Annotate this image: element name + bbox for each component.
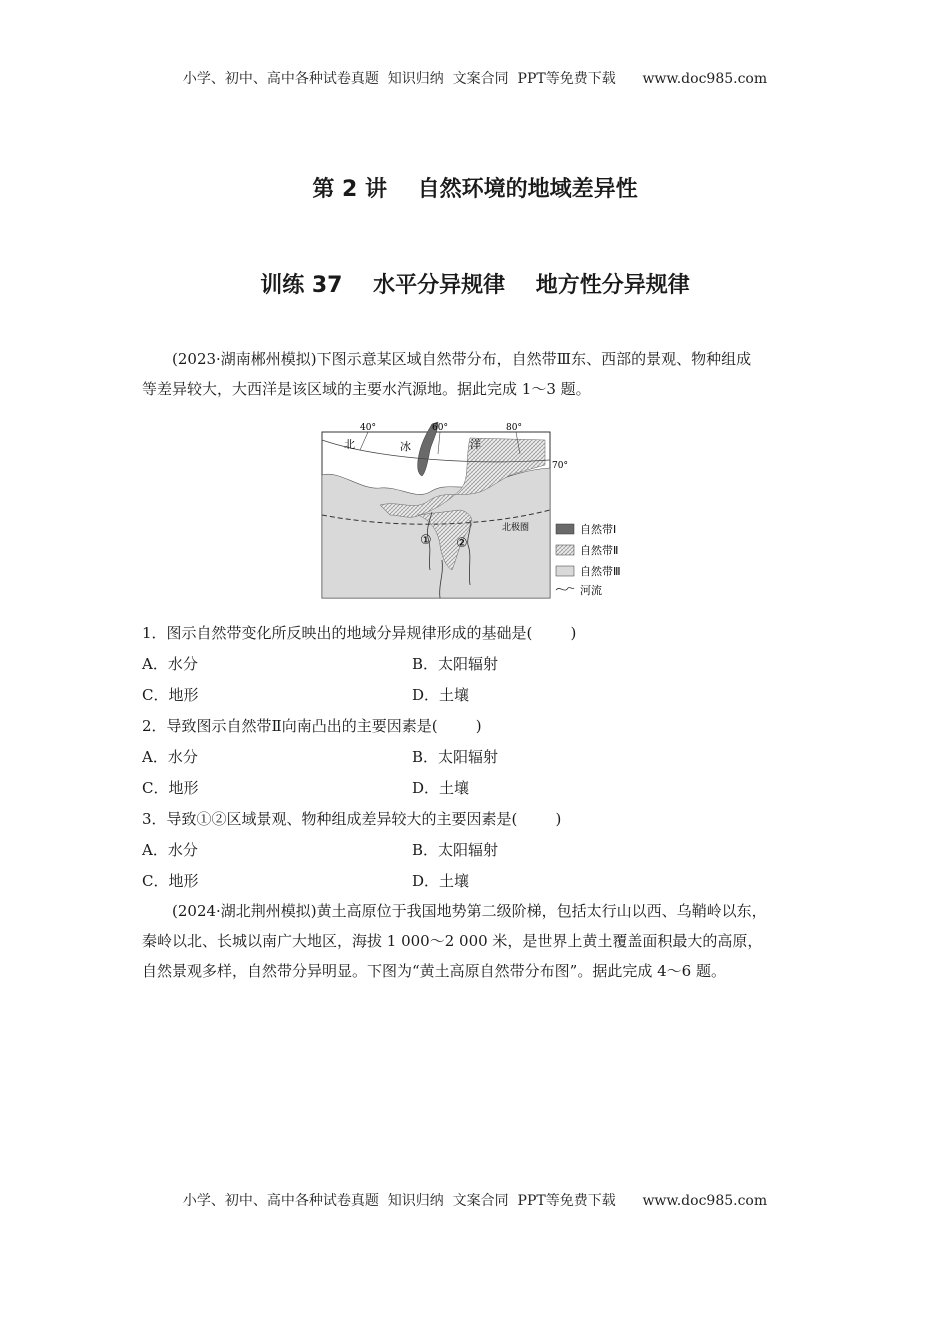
- intro1-line2: 等差异较大，大西洋是该区域的主要水汽源地。据此完成 1～3 题。: [142, 380, 591, 398]
- lat-label: 70°: [552, 461, 568, 471]
- q3-option-d: D．土壤: [412, 872, 470, 890]
- lon-label: 60°: [432, 423, 448, 433]
- q3-option-a: A．水分: [142, 841, 198, 859]
- q1-option-c: C．地形: [142, 686, 199, 704]
- marker-2: ②: [456, 536, 468, 551]
- intro2-line2: 秦岭以北、长城以南广大地区，海拔 1 000～2 000 米，是世界上黄土覆盖面积最大的高原，: [142, 932, 763, 950]
- sea-char: 洋: [470, 438, 481, 451]
- intro2-line1: (2024·湖北荆州模拟)黄土高原位于我国地势第二级阶梯，包括太行山以西、乌鞘岭以东，: [172, 902, 767, 920]
- q1-option-d: D．土壤: [412, 686, 470, 704]
- q3-option-b: B．太阳辐射: [412, 841, 499, 859]
- question-3-stem: 3．导致①②区域景观、物种组成差异较大的主要因素是( ): [142, 810, 562, 828]
- question-2-stem: 2．导致图示自然带Ⅱ向南凸出的主要因素是( ): [142, 717, 482, 735]
- q1-option-a: A．水分: [142, 655, 198, 673]
- q2-option-b: B．太阳辐射: [412, 748, 499, 766]
- q3-option-c: C．地形: [142, 872, 199, 890]
- legend-river: 河流: [580, 584, 602, 597]
- sea-char: 北: [344, 438, 355, 451]
- marker-1: ①: [420, 533, 432, 548]
- lon-label: 80°: [506, 423, 522, 433]
- chapter-title: 第 2 讲 自然环境的地域差异性: [312, 177, 638, 202]
- legend-zone-3: 自然带Ⅲ: [580, 565, 621, 578]
- q2-option-c: C．地形: [142, 779, 199, 797]
- natural-zone-map: [320, 420, 640, 602]
- question-1-stem: 1．图示自然带变化所反映出的地域分异规律形成的基础是( ): [142, 624, 577, 642]
- arctic-circle-label: 北极圈: [502, 523, 530, 533]
- legend-zone-2: 自然带Ⅱ: [580, 544, 619, 557]
- intro2-line3: 自然景观多样，自然带分异明显。下图为“黄土高原自然带分布图”。据此完成 4～6 题。: [142, 962, 726, 980]
- page-footer: 小学、初中、高中各种试卷真题 知识归纳 文案合同 PPT等免费下载 www.doc985.com: [182, 1193, 768, 1209]
- sea-char: 冰: [400, 440, 411, 453]
- q2-option-d: D．土壤: [412, 779, 470, 797]
- legend-zone-1: 自然带Ⅰ: [580, 523, 617, 536]
- lon-label: 40°: [360, 423, 376, 433]
- q1-option-b: B．太阳辐射: [412, 655, 499, 673]
- training-title: 训练 37 水平分异规律 地方性分异规律: [260, 273, 690, 298]
- q2-option-a: A．水分: [142, 748, 198, 766]
- page-header: 小学、初中、高中各种试卷真题 知识归纳 文案合同 PPT等免费下载 www.doc985.com: [182, 71, 768, 87]
- intro1-line1: (2023·湖南郴州模拟)下图示意某区域自然带分布，自然带Ⅲ东、西部的景观、物种组成: [172, 350, 752, 368]
